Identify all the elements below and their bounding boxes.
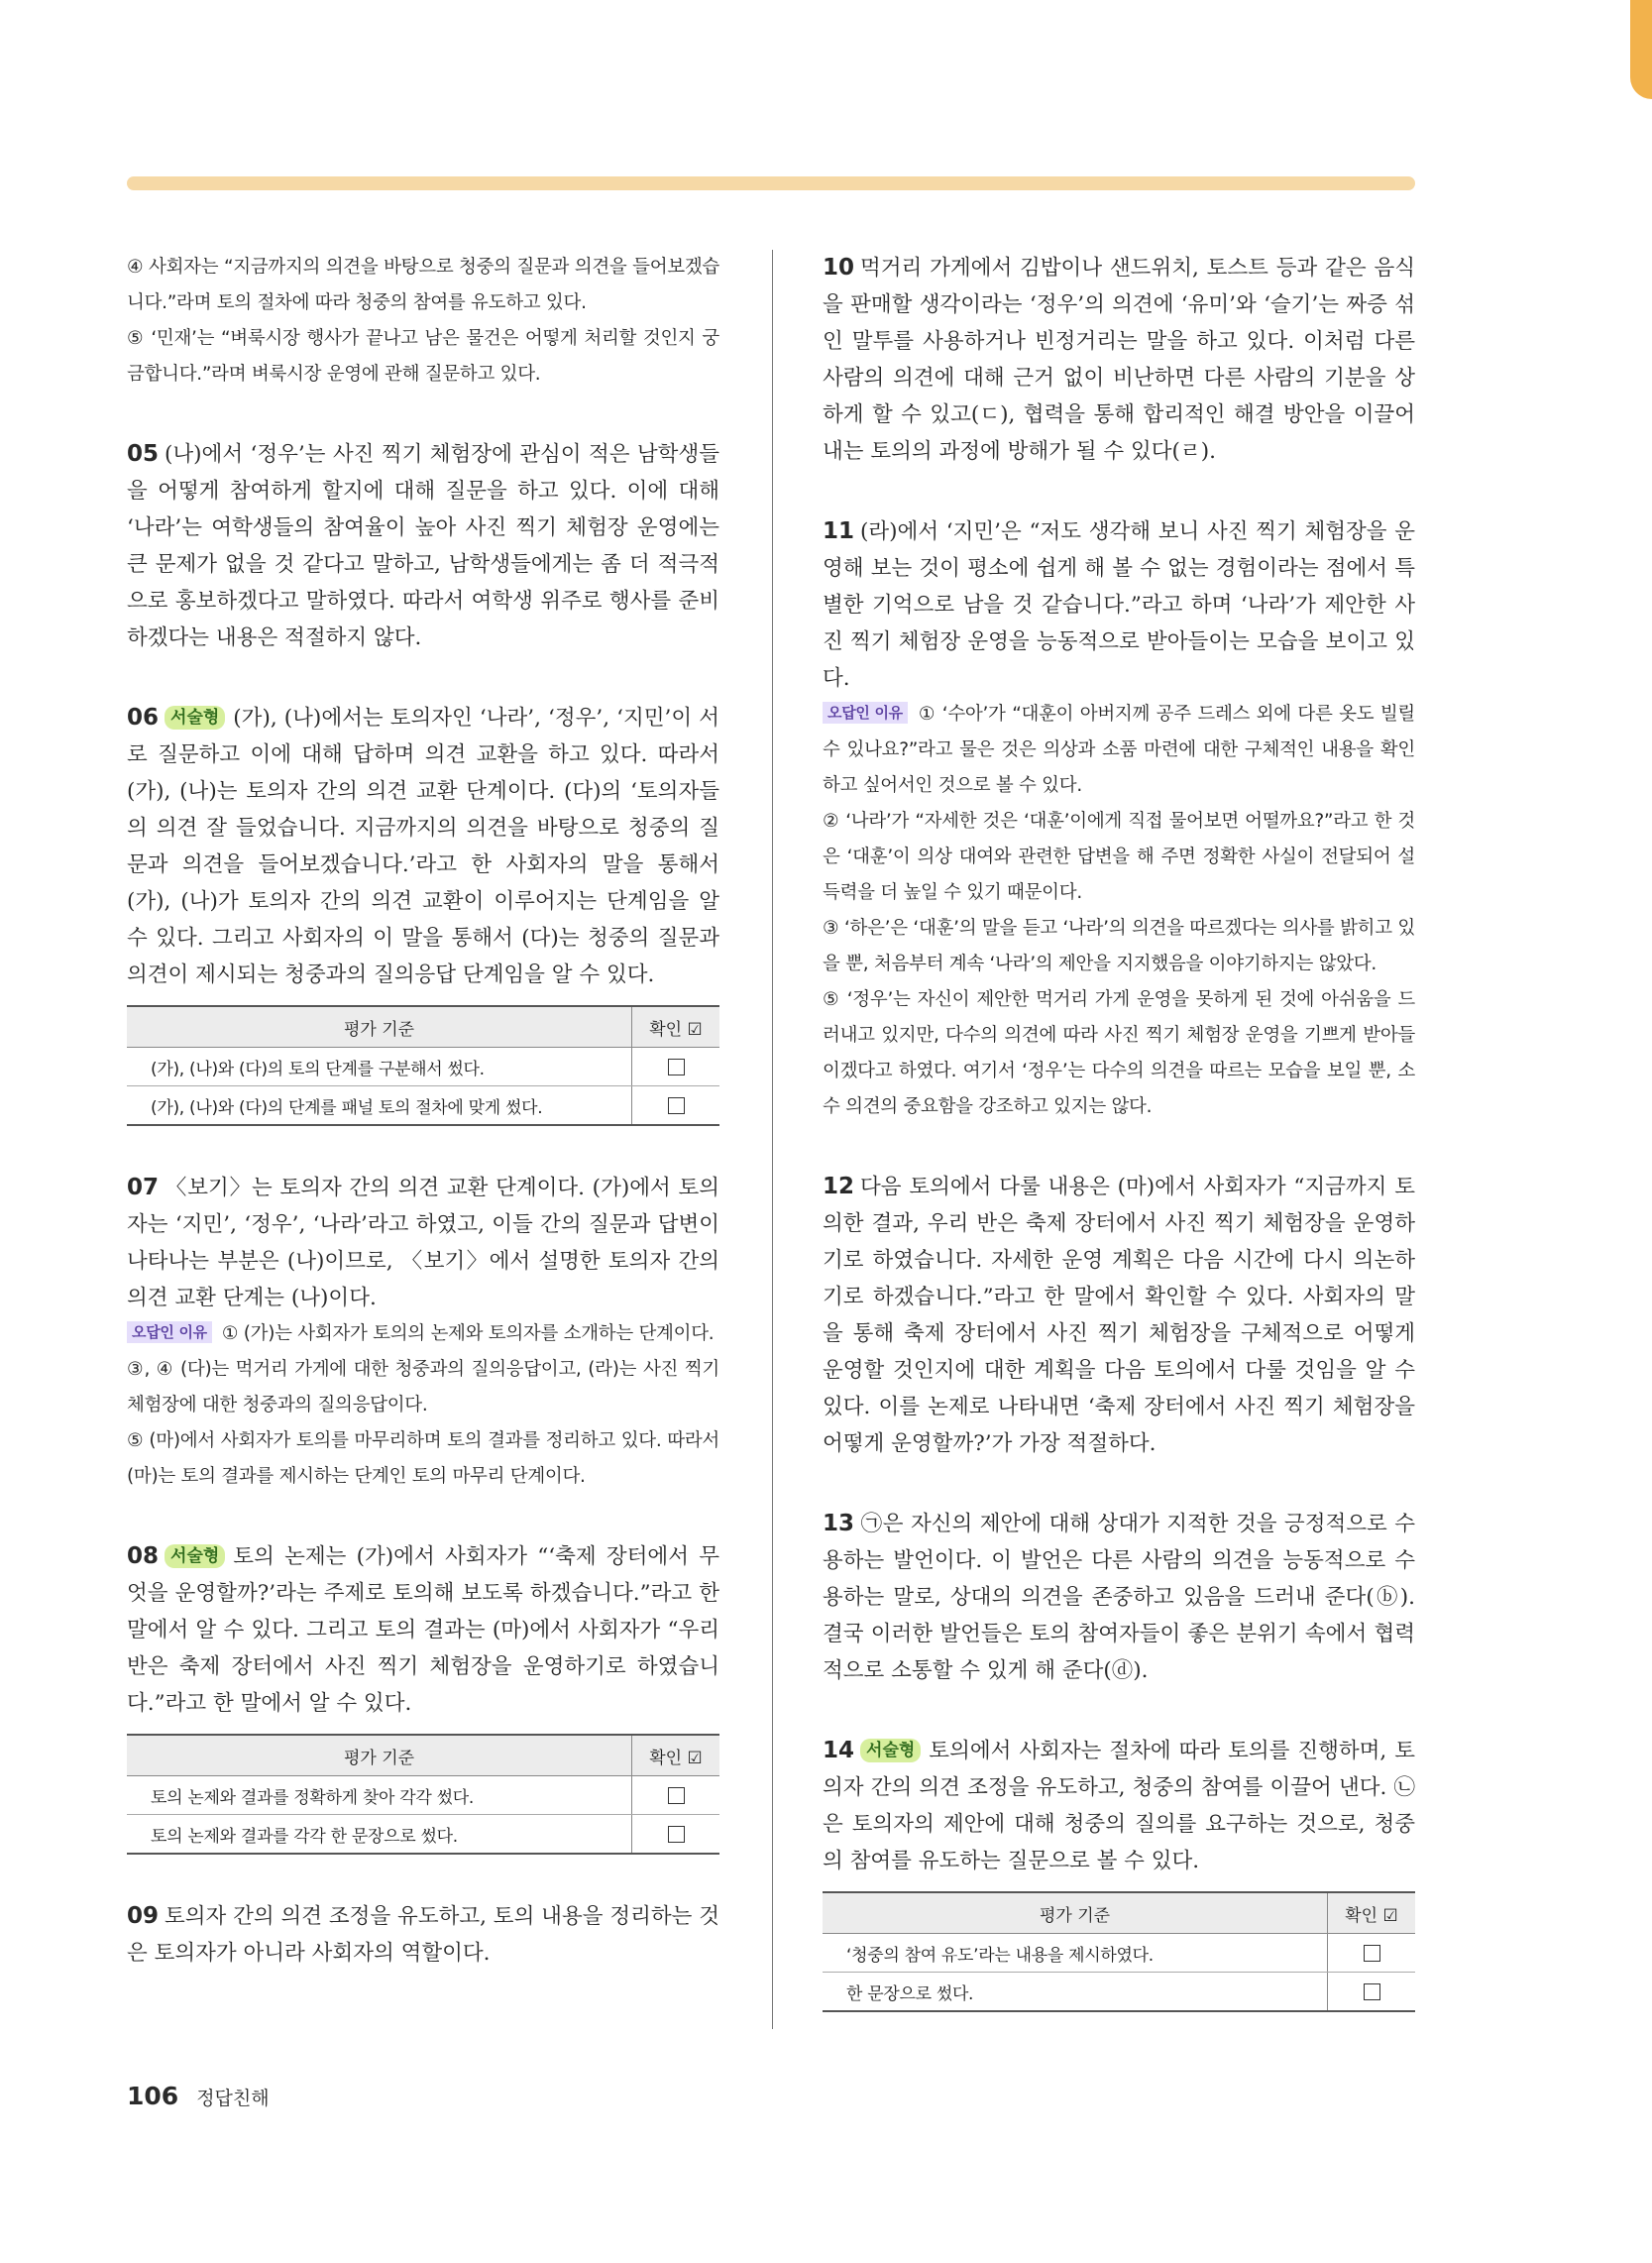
page-number: 106: [127, 2082, 179, 2110]
table-row: [823, 1973, 1415, 2012]
wrong-reason-badge: 오답인 이유: [127, 1321, 212, 1343]
answer-07: [127, 1170, 719, 1316]
answer-11: [823, 513, 1415, 697]
question-number: 14: [823, 1738, 855, 1763]
question-number: 07: [127, 1175, 160, 1200]
book-title: 정답친해: [196, 2088, 270, 2109]
q04-option-5: ⑤ ‘민재’는 “벼룩시장 행사가 끝나고 남은 물건은 어떻게 처리할 것인지 궁금합니다.”라며 벼룩시장 운영에 관해 질문하고 있다.: [127, 328, 719, 385]
checkbox-icon[interactable]: [668, 1097, 685, 1114]
table-row: [127, 1815, 719, 1855]
answer-text: 토의에서 사회자는 절차에 따라 토의를 진행하며, 토의자 간의 의견 조정을 유도하고, 청중의 참여를 이끌어 낸다. ㉡은 토의자의 제안에 대해 청중의 질의를 요구하는 것으로, 청중의 참여를 유도하는 질문으로 볼 수 있다.: [823, 1739, 1415, 1873]
answer-text: 다음 토의에서 다룰 내용은 (마)에서 사회자가 “지금까지 토의한 결과, 우리 반은 축제 장터에서 사진 찍기 체험장을 운영하기로 하였습니다. 자세한 운영 계획은 다음 시간에 다시 의논하기로 하겠습니다.”라고 한 말에서 확인할 수 있다. 사회자의 말을 통해 축제 장터에서 사진 찍기 체험장을 구체적으로 어떻게 운영할 것인지에 대한 계획을 다음 토의에서 다룰 것임을 알 수 있다. 이를 논제로 나타내면 ‘축제 장터에서 사진 찍기 체험장을 어떻게 운영할까?’가 가장 적절하다.: [823, 1175, 1415, 1456]
left-column: [127, 250, 719, 1972]
criteria-cell: ‘청중의 참여 유도’라는 내용을 제시하였다.: [823, 1934, 1328, 1973]
answer-09: [127, 1898, 719, 1972]
check-header: 확인 ☑: [1328, 1892, 1416, 1934]
answer-text: (가), (나)에서는 토의자인 ‘나라’, ‘정우’, ‘지민’이 서로 질문하고 이에 대해 답하며 의견 교환을 하고 있다. 따라서 (가), (나)는 토의자 간의 의견 교환 단계이다. (다)의 ‘토의자들의 의견 잘 들었습니다. 지금까지의 의견을 바탕으로 청중의 질문과 의견을 들어보겠습니다.’라고 한 사회자의 말을 통해서 (가), (나)가 토의자 간의 의견 교환이 이루어지는 단계임을 알 수 있다. 그리고 사회자의 이 말을 통해서 (다)는 청중의 질문과 의견이 제시되는 청중과의 질의응답 단계임을 알 수 있다.: [127, 706, 719, 987]
essay-badge: 서술형: [165, 1544, 225, 1568]
answer-text: ㉠은 자신의 제안에 대해 상대가 지적한 것을 긍정적으로 수용하는 발언이다. 이 발언은 다른 사람의 의견을 능동적으로 수용하는 말로, 상대의 의견을 존중하고 있음을 드러내 준다(ⓑ). 결국 이러한 발언들은 토의 참여자들이 좋은 분위기 속에서 협력적으로 소통할 수 있게 해 준다(ⓓ).: [823, 1512, 1415, 1683]
criteria-header: 평가 기준: [127, 1006, 632, 1048]
note-text: ① (가)는 사회자가 토의의 논제와 토의자를 소개하는 단계이다.: [221, 1323, 715, 1344]
answer-text: (라)에서 ‘지민’은 “저도 생각해 보니 사진 찍기 체험장을 운영해 보는 것이 평소에 쉽게 해 볼 수 없는 경험이라는 점에서 특별한 기억으로 남을 것 같습니다.”라고 하며 ‘나라’가 제안한 사진 찍기 체험장 운영을 능동적으로 받아들이는 모습을 보이고 있다.: [823, 519, 1415, 691]
answer-08: [127, 1538, 719, 1722]
note-text: ① ‘수아’가 “대훈이 아버지께 공주 드레스 외에 다른 옷도 빌릴 수 있나요?”라고 물은 것은 의상과 소품 마련에 대한 구체적인 내용을 확인하고 싶어서인 것으로 볼 수 있다.: [823, 704, 1415, 796]
note-text: ③ ‘하은’은 ‘대훈’의 말을 듣고 ‘나라’의 의견을 따르겠다는 의사를 밝히고 있을 뿐, 처음부터 계속 ‘나라’의 제안을 지지했음을 이야기하지는 않았다.: [823, 918, 1415, 974]
question-number: 12: [823, 1174, 855, 1199]
criteria-header: 평가 기준: [127, 1735, 632, 1776]
answer-06: [127, 700, 719, 993]
answer-text: 토의자 간의 의견 조정을 유도하고, 토의 내용을 정리하는 것은 토의자가 아니라 사회자의 역할이다.: [127, 1904, 719, 1966]
question-number: 10: [823, 255, 855, 281]
wrong-reason-badge: 오답인 이유: [823, 702, 908, 724]
note-text: ② ‘나라’가 “자세한 것은 ‘대훈’이에게 직접 물어보면 어떨까요?”라고 한 것은 ‘대훈’이 의상 대여와 관련한 답변을 해 주면 정확한 사실이 전달되어 설득력을 더 높일 수 있기 때문이다.: [823, 811, 1415, 903]
criteria-cell: 토의 논제와 결과를 정확하게 찾아 각각 썼다.: [127, 1776, 632, 1815]
column-divider: [772, 250, 773, 2029]
table-row: [823, 1934, 1415, 1973]
question-number: 08: [127, 1543, 160, 1569]
check-header: 확인 ☑: [632, 1735, 720, 1776]
question-number: 13: [823, 1511, 855, 1536]
answer-text: 〈보기〉는 토의자 간의 의견 교환 단계이다. (가)에서 토의자는 ‘지민’, ‘정우’, ‘나라’라고 하였고, 이들 간의 질문과 답변이 나타나는 부분은 (나)이므로, 〈보기〉에서 설명한 토의자 간의 의견 교환 단계는 (나)이다.: [127, 1176, 719, 1310]
corner-tab-decoration: [1630, 0, 1652, 99]
checkbox-icon[interactable]: [1364, 1983, 1380, 2000]
essay-badge: 서술형: [860, 1739, 921, 1762]
wrong-reason-11: [823, 697, 1415, 804]
table-row: [127, 1776, 719, 1815]
criteria-table-08: [127, 1734, 719, 1855]
checkbox-icon[interactable]: [668, 1787, 685, 1804]
criteria-header: 평가 기준: [823, 1892, 1328, 1934]
note-text: ⑤ (마)에서 사회자가 토의를 마무리하며 토의 결과를 정리하고 있다. 따라서 (마)는 토의 결과를 제시하는 단계인 토의 마무리 단계이다.: [127, 1430, 719, 1487]
answer-14: [823, 1733, 1415, 1879]
table-row: [127, 1048, 719, 1086]
criteria-table-06: [127, 1005, 719, 1126]
note-text: ③, ④ (다)는 먹거리 가게에 대한 청중과의 질의응답이고, (라)는 사진 찍기 체험장에 대한 청중과의 질의응답이다.: [127, 1359, 719, 1415]
note-text: ⑤ ‘정우’는 자신이 제안한 먹거리 가게 운영을 못하게 된 것에 아쉬움을 드러내고 있지만, 다수의 의견에 따라 사진 찍기 체험장 운영을 기쁘게 받아들이겠다고 하였다. 여기서 ‘정우’는 다수의 의견을 따르는 모습을 보일 뿐, 소수 의견의 중요함을 강조하고 있지는 않다.: [823, 989, 1415, 1117]
answer-10: [823, 250, 1415, 470]
checkbox-icon[interactable]: [1364, 1945, 1380, 1962]
q04-option-4: ④ 사회자는 “지금까지의 의견을 바탕으로 청중의 질문과 의견을 들어보겠습니다.”라며 토의 절차에 따라 청중의 참여를 유도하고 있다.: [127, 257, 719, 313]
question-number: 09: [127, 1903, 160, 1929]
criteria-cell: 토의 논제와 결과를 각각 한 문장으로 썼다.: [127, 1815, 632, 1855]
question-number: 11: [823, 518, 855, 544]
essay-badge: 서술형: [165, 706, 225, 730]
criteria-cell: 한 문장으로 썼다.: [823, 1973, 1328, 2012]
question-number: 06: [127, 705, 160, 731]
table-row: [127, 1086, 719, 1126]
answer-text: 먹거리 가게에서 김밥이나 샌드위치, 토스트 등과 같은 음식을 판매할 생각이라는 ‘정우’의 의견에 ‘유미’와 ‘슬기’는 짜증 섞인 말투를 사용하거나 빈정거리는 말을 하고 있다. 이처럼 다른 사람의 의견에 대해 근거 없이 비난하면 다른 사람의 기분을 상하게 할 수 있고(ㄷ), 협력을 통해 합리적인 해결 방안을 이끌어 내는 토의의 과정에 방해가 될 수 있다(ㄹ).: [823, 256, 1415, 464]
right-column: [823, 250, 1415, 2012]
answer-text: 토의 논제는 (가)에서 사회자가 “‘축제 장터에서 무엇을 운영할까?’라는 주제로 토의해 보도록 하겠습니다.”라고 한 말에서 알 수 있다. 그리고 토의 결과는 (마)에서 사회자가 “우리 반은 축제 장터에서 사진 찍기 체험장을 운영하기로 하였습니다.”라고 한 말에서 알 수 있다.: [127, 1544, 719, 1716]
criteria-cell: (가), (나)와 (다)의 토의 단계를 구분해서 썼다.: [127, 1048, 632, 1086]
answer-12: [823, 1169, 1415, 1462]
answer-text: (나)에서 ‘정우’는 사진 찍기 체험장에 관심이 적은 남학생들을 어떻게 참여하게 할지에 대해 질문을 하고 있다. 이에 대해 ‘나라’는 여학생들의 참여율이 높아 사진 찍기 체험장 운영에는 큰 문제가 없을 것 같다고 말하고, 남학생들에게는 좀 더 적극적으로 홍보하겠다고 말하였다. 따라서 여학생 위주로 행사를 준비하겠다는 내용은 적절하지 않다.: [127, 442, 719, 650]
checkbox-icon[interactable]: [668, 1826, 685, 1843]
answer-13: [823, 1506, 1415, 1689]
checkbox-icon[interactable]: [668, 1059, 685, 1075]
wrong-reason-07: [127, 1316, 719, 1352]
answer-05: [127, 436, 719, 656]
criteria-table-14: [823, 1891, 1415, 2012]
check-header: 확인 ☑: [632, 1006, 720, 1048]
page-footer: [127, 2082, 270, 2110]
question-number: 05: [127, 441, 160, 467]
criteria-cell: (가), (나)와 (다)의 단계를 패널 토의 절차에 맞게 썼다.: [127, 1086, 632, 1126]
header-band: [127, 176, 1415, 190]
